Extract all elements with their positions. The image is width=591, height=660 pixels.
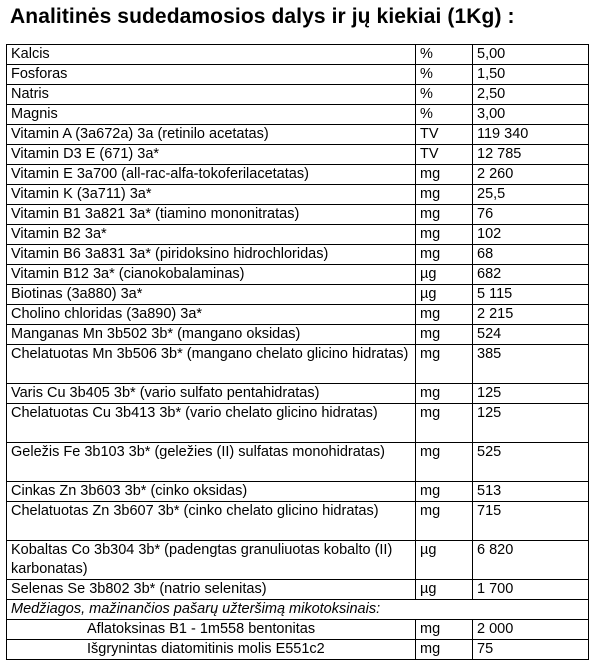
table-row: [7, 305, 589, 325]
mycotoxin-note: Medžiagos, mažinančios pašarų užteršimą mikotoksinais:: [7, 600, 589, 620]
row-name: Vitamin D3 E (671) 3a*: [7, 145, 416, 165]
table-row: [7, 443, 589, 482]
row-name: Vitamin B2 3a*: [7, 225, 416, 245]
row-name: Vitamin B6 3a831 3a* (piridoksino hidrochloridas): [7, 245, 416, 265]
composition-table: [6, 44, 589, 660]
row-name: Kalcis: [7, 45, 416, 65]
row-name: Selenas Se 3b802 3b* (natrio selenitas): [7, 580, 416, 600]
row-value: 525: [473, 443, 589, 482]
table-row: [7, 245, 589, 265]
row-name: Vitamin B12 3a* (cianokobalaminas): [7, 265, 416, 285]
row-unit: mg: [416, 502, 473, 541]
row-unit: %: [416, 45, 473, 65]
row-name: Vitamin K (3a711) 3a*: [7, 185, 416, 205]
row-name: Varis Cu 3b405 3b* (vario sulfato pentahidratas): [7, 384, 416, 404]
table-row: [7, 620, 589, 640]
row-value: 513: [473, 482, 589, 502]
page-title: Analitinės sudedamosios dalys ir jų kiekiai (1Kg) :: [10, 5, 515, 28]
table-row: [7, 205, 589, 225]
row-name: Cinkas Zn 3b603 3b* (cinko oksidas): [7, 482, 416, 502]
row-value: 5,00: [473, 45, 589, 65]
row-value: 2 215: [473, 305, 589, 325]
table-row: [7, 265, 589, 285]
table-row: [7, 85, 589, 105]
note-row: [7, 600, 589, 620]
table-row: [7, 125, 589, 145]
row-unit: mg: [416, 482, 473, 502]
row-unit: mg: [416, 404, 473, 443]
row-value: 125: [473, 404, 589, 443]
row-unit: %: [416, 85, 473, 105]
row-value: 2,50: [473, 85, 589, 105]
row-unit: TV: [416, 125, 473, 145]
row-value: 2 260: [473, 165, 589, 185]
row-value: 25,5: [473, 185, 589, 205]
table-row: [7, 285, 589, 305]
row-unit: mg: [416, 443, 473, 482]
row-name: Fosforas: [7, 65, 416, 85]
table-row: [7, 225, 589, 245]
row-unit: mg: [416, 325, 473, 345]
row-name: Chelatuotas Zn 3b607 3b* (cinko chelato glicino hidratas): [7, 502, 416, 541]
row-value: 12 785: [473, 145, 589, 165]
row-unit: %: [416, 105, 473, 125]
row-name: Natris: [7, 85, 416, 105]
row-value: 524: [473, 325, 589, 345]
row-name: Geležis Fe 3b103 3b* (geležies (II) sulfatas monohidratas): [7, 443, 416, 482]
table-row: [7, 404, 589, 443]
row-value: 1 700: [473, 580, 589, 600]
row-value: 715: [473, 502, 589, 541]
row-name: Vitamin B1 3a821 3a* (tiamino mononitratas): [7, 205, 416, 225]
row-unit: µg: [416, 580, 473, 600]
row-unit: mg: [416, 165, 473, 185]
table-row: [7, 345, 589, 384]
row-name: Chelatuotas Mn 3b506 3b* (mangano chelato glicino hidratas): [7, 345, 416, 384]
row-name: Vitamin A (3a672a) 3a (retinilo acetatas): [7, 125, 416, 145]
row-value: 6 820: [473, 541, 589, 580]
row-name: Vitamin E 3a700 (all-rac-alfa-tokoferilacetatas): [7, 165, 416, 185]
row-value: 3,00: [473, 105, 589, 125]
row-value: 102: [473, 225, 589, 245]
row-unit: mg: [416, 345, 473, 384]
table-row: [7, 185, 589, 205]
row-value: 68: [473, 245, 589, 265]
row-name: Chelatuotas Cu 3b413 3b* (vario chelato glicino hidratas): [7, 404, 416, 443]
table-row: [7, 502, 589, 541]
row-name: Išgrynintas diatomitinis molis E551c2: [7, 640, 416, 660]
row-name: Magnis: [7, 105, 416, 125]
table-row: [7, 165, 589, 185]
table-row: [7, 145, 589, 165]
row-value: 2 000: [473, 620, 589, 640]
row-name: Aflatoksinas B1 - 1m558 bentonitas: [7, 620, 416, 640]
row-unit: µg: [416, 541, 473, 580]
row-unit: mg: [416, 245, 473, 265]
row-value: 125: [473, 384, 589, 404]
row-unit: TV: [416, 145, 473, 165]
row-value: 1,50: [473, 65, 589, 85]
table-row: [7, 325, 589, 345]
row-unit: µg: [416, 265, 473, 285]
row-name: Biotinas (3a880) 3a*: [7, 285, 416, 305]
row-name: Kobaltas Co 3b304 3b* (padengtas granuliuotas kobalto (II) karbonatas): [7, 541, 416, 580]
row-unit: mg: [416, 225, 473, 245]
table-row: [7, 580, 589, 600]
row-value: 76: [473, 205, 589, 225]
row-name: Manganas Mn 3b502 3b* (mangano oksidas): [7, 325, 416, 345]
row-unit: µg: [416, 285, 473, 305]
row-unit: mg: [416, 305, 473, 325]
table-row: [7, 384, 589, 404]
row-name: Cholino chloridas (3a890) 3a*: [7, 305, 416, 325]
row-value: 682: [473, 265, 589, 285]
table-row: [7, 640, 589, 660]
row-value: 75: [473, 640, 589, 660]
row-unit: mg: [416, 640, 473, 660]
table-row: [7, 105, 589, 125]
row-unit: mg: [416, 384, 473, 404]
table-row: [7, 65, 589, 85]
row-value: 5 115: [473, 285, 589, 305]
table-row: [7, 482, 589, 502]
row-unit: mg: [416, 620, 473, 640]
row-value: 119 340: [473, 125, 589, 145]
row-unit: mg: [416, 185, 473, 205]
table-row: [7, 541, 589, 580]
table-row: [7, 45, 589, 65]
row-value: 385: [473, 345, 589, 384]
row-unit: mg: [416, 205, 473, 225]
row-unit: %: [416, 65, 473, 85]
